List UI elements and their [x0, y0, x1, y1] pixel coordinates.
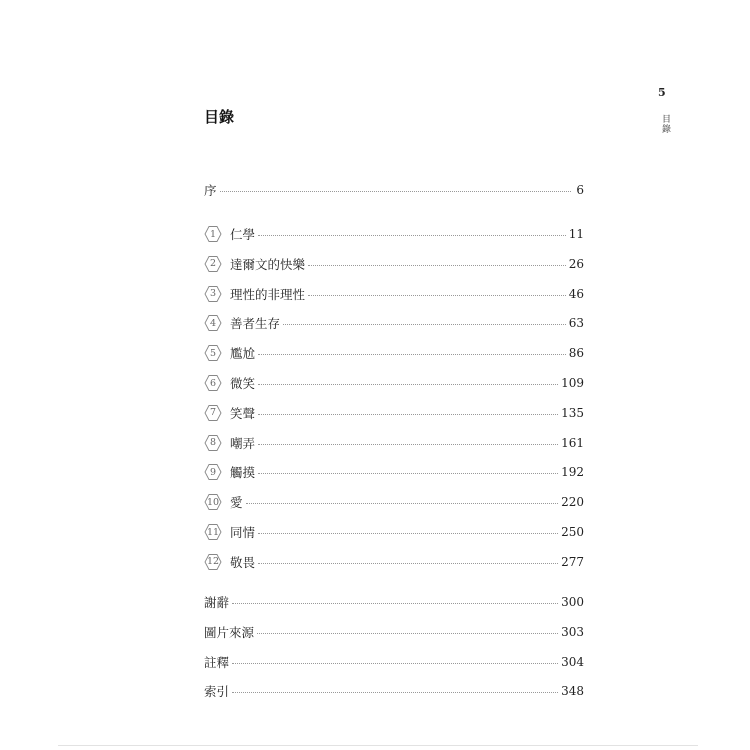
chapter-number-badge	[204, 553, 222, 571]
toc-entry-chapter[interactable]	[204, 491, 584, 513]
toc-entry-back-matter[interactable]	[204, 621, 584, 643]
toc-entry-label: 索引	[204, 684, 230, 700]
toc-entry-chapter[interactable]	[204, 312, 584, 334]
chapter-number-badge	[204, 434, 222, 452]
chapter-number: 10	[206, 496, 220, 508]
toc-entry-page: 304	[561, 654, 584, 669]
dot-leader	[258, 413, 558, 415]
toc-entry-label: 嘲弄	[230, 435, 256, 451]
chapter-number-badge	[204, 404, 222, 422]
dot-leader	[258, 443, 558, 445]
chapter-number-badge	[204, 255, 222, 273]
toc-entry-page: 86	[568, 346, 584, 361]
toc-entry-label: 圖片來源	[204, 624, 255, 640]
toc-entry-page: 303	[561, 624, 584, 639]
toc-entry-chapter[interactable]	[204, 402, 584, 424]
toc-entry-page: 300	[561, 595, 584, 609]
dot-leader	[220, 190, 571, 192]
dot-leader	[257, 632, 558, 634]
toc-entry-back-matter[interactable]	[204, 591, 584, 613]
dot-leader	[258, 532, 558, 534]
chapter-number-badge	[204, 285, 222, 303]
footer-rule	[58, 745, 698, 746]
toc-entry-chapter[interactable]	[204, 432, 584, 454]
toc-entry-label: 註釋	[204, 654, 230, 670]
dot-leader	[258, 234, 566, 236]
chapter-number: 3	[209, 288, 217, 300]
toc-entry-label: 觸摸	[230, 465, 256, 481]
toc-entry-chapter[interactable]	[204, 253, 584, 275]
toc-entry-label: 同情	[230, 525, 256, 540]
toc-entry-back-matter[interactable]	[204, 680, 584, 702]
chapter-number-badge	[204, 463, 222, 481]
toc-entry-page: 46	[568, 286, 584, 301]
chapter-number: 1	[209, 228, 217, 240]
toc-entry-back-matter[interactable]	[204, 651, 584, 673]
dot-leader	[258, 472, 558, 474]
toc-entry-label: 愛	[230, 495, 243, 511]
chapter-number-badge	[204, 523, 222, 541]
running-head: 目錄	[660, 114, 670, 134]
chapter-number: 5	[209, 347, 217, 359]
chapter-number: 12	[206, 556, 220, 568]
toc-entry-label: 尷尬	[230, 346, 256, 362]
chapter-number: 6	[209, 377, 217, 389]
toc-entry-chapter[interactable]	[204, 372, 584, 394]
page-number: 5	[658, 86, 666, 99]
toc-entry-page: 192	[561, 465, 584, 480]
chapter-number-badge	[204, 225, 222, 243]
dot-leader	[232, 691, 558, 693]
dot-leader	[308, 264, 566, 266]
toc-entry-label: 善者生存	[230, 316, 281, 332]
page-title: 目錄	[204, 108, 235, 126]
toc-entry-page: 11	[568, 227, 584, 241]
chapter-number-badge	[204, 493, 222, 511]
chapter-number-badge	[204, 314, 222, 332]
toc-entry-label: 謝辭	[204, 595, 230, 610]
toc-entry-page: 348	[561, 684, 584, 699]
toc-entry-chapter[interactable]	[204, 342, 584, 364]
dot-leader	[232, 602, 558, 604]
chapter-number: 9	[209, 466, 217, 478]
dot-leader	[258, 353, 566, 355]
toc-entry-chapter[interactable]	[204, 461, 584, 483]
toc-entry-page: 63	[568, 316, 584, 331]
toc-entry-page: 250	[561, 525, 584, 539]
toc-entry-label: 微笑	[230, 376, 256, 391]
toc-entry-page: 26	[568, 256, 584, 271]
chapter-number: 7	[209, 407, 217, 419]
toc-entry-chapter[interactable]	[204, 283, 584, 305]
toc-entry-page: 277	[561, 554, 584, 569]
chapter-number-badge	[204, 374, 222, 392]
toc-entry-page: 109	[561, 376, 584, 390]
chapter-number: 2	[209, 258, 217, 270]
dot-leader	[258, 383, 558, 385]
dot-leader	[232, 662, 558, 664]
toc-entry-page: 6	[576, 183, 584, 197]
toc-entry-preface[interactable]	[204, 179, 584, 201]
toc-entry-page: 161	[561, 435, 584, 450]
toc-entry-label: 序	[204, 183, 217, 198]
toc-entry-label: 敬畏	[230, 554, 256, 570]
toc-entry-label: 達爾文的快樂	[230, 256, 306, 272]
chapter-number: 11	[206, 526, 220, 538]
chapter-number: 8	[209, 437, 217, 449]
dot-leader	[246, 502, 559, 504]
dot-leader	[308, 294, 566, 296]
toc-entry-label: 仁學	[230, 227, 256, 242]
toc-entry-chapter[interactable]	[204, 521, 584, 543]
toc-entry-page: 220	[561, 495, 584, 510]
toc-entry-page: 135	[561, 405, 584, 420]
chapter-number-badge	[204, 344, 222, 362]
dot-leader	[258, 562, 558, 564]
toc-entry-chapter[interactable]	[204, 551, 584, 573]
dot-leader	[283, 323, 566, 325]
toc-entry-label: 理性的非理性	[230, 286, 306, 302]
toc-entry-chapter[interactable]	[204, 223, 584, 245]
toc-entry-label: 笑聲	[230, 405, 256, 421]
chapter-number: 4	[209, 317, 217, 329]
